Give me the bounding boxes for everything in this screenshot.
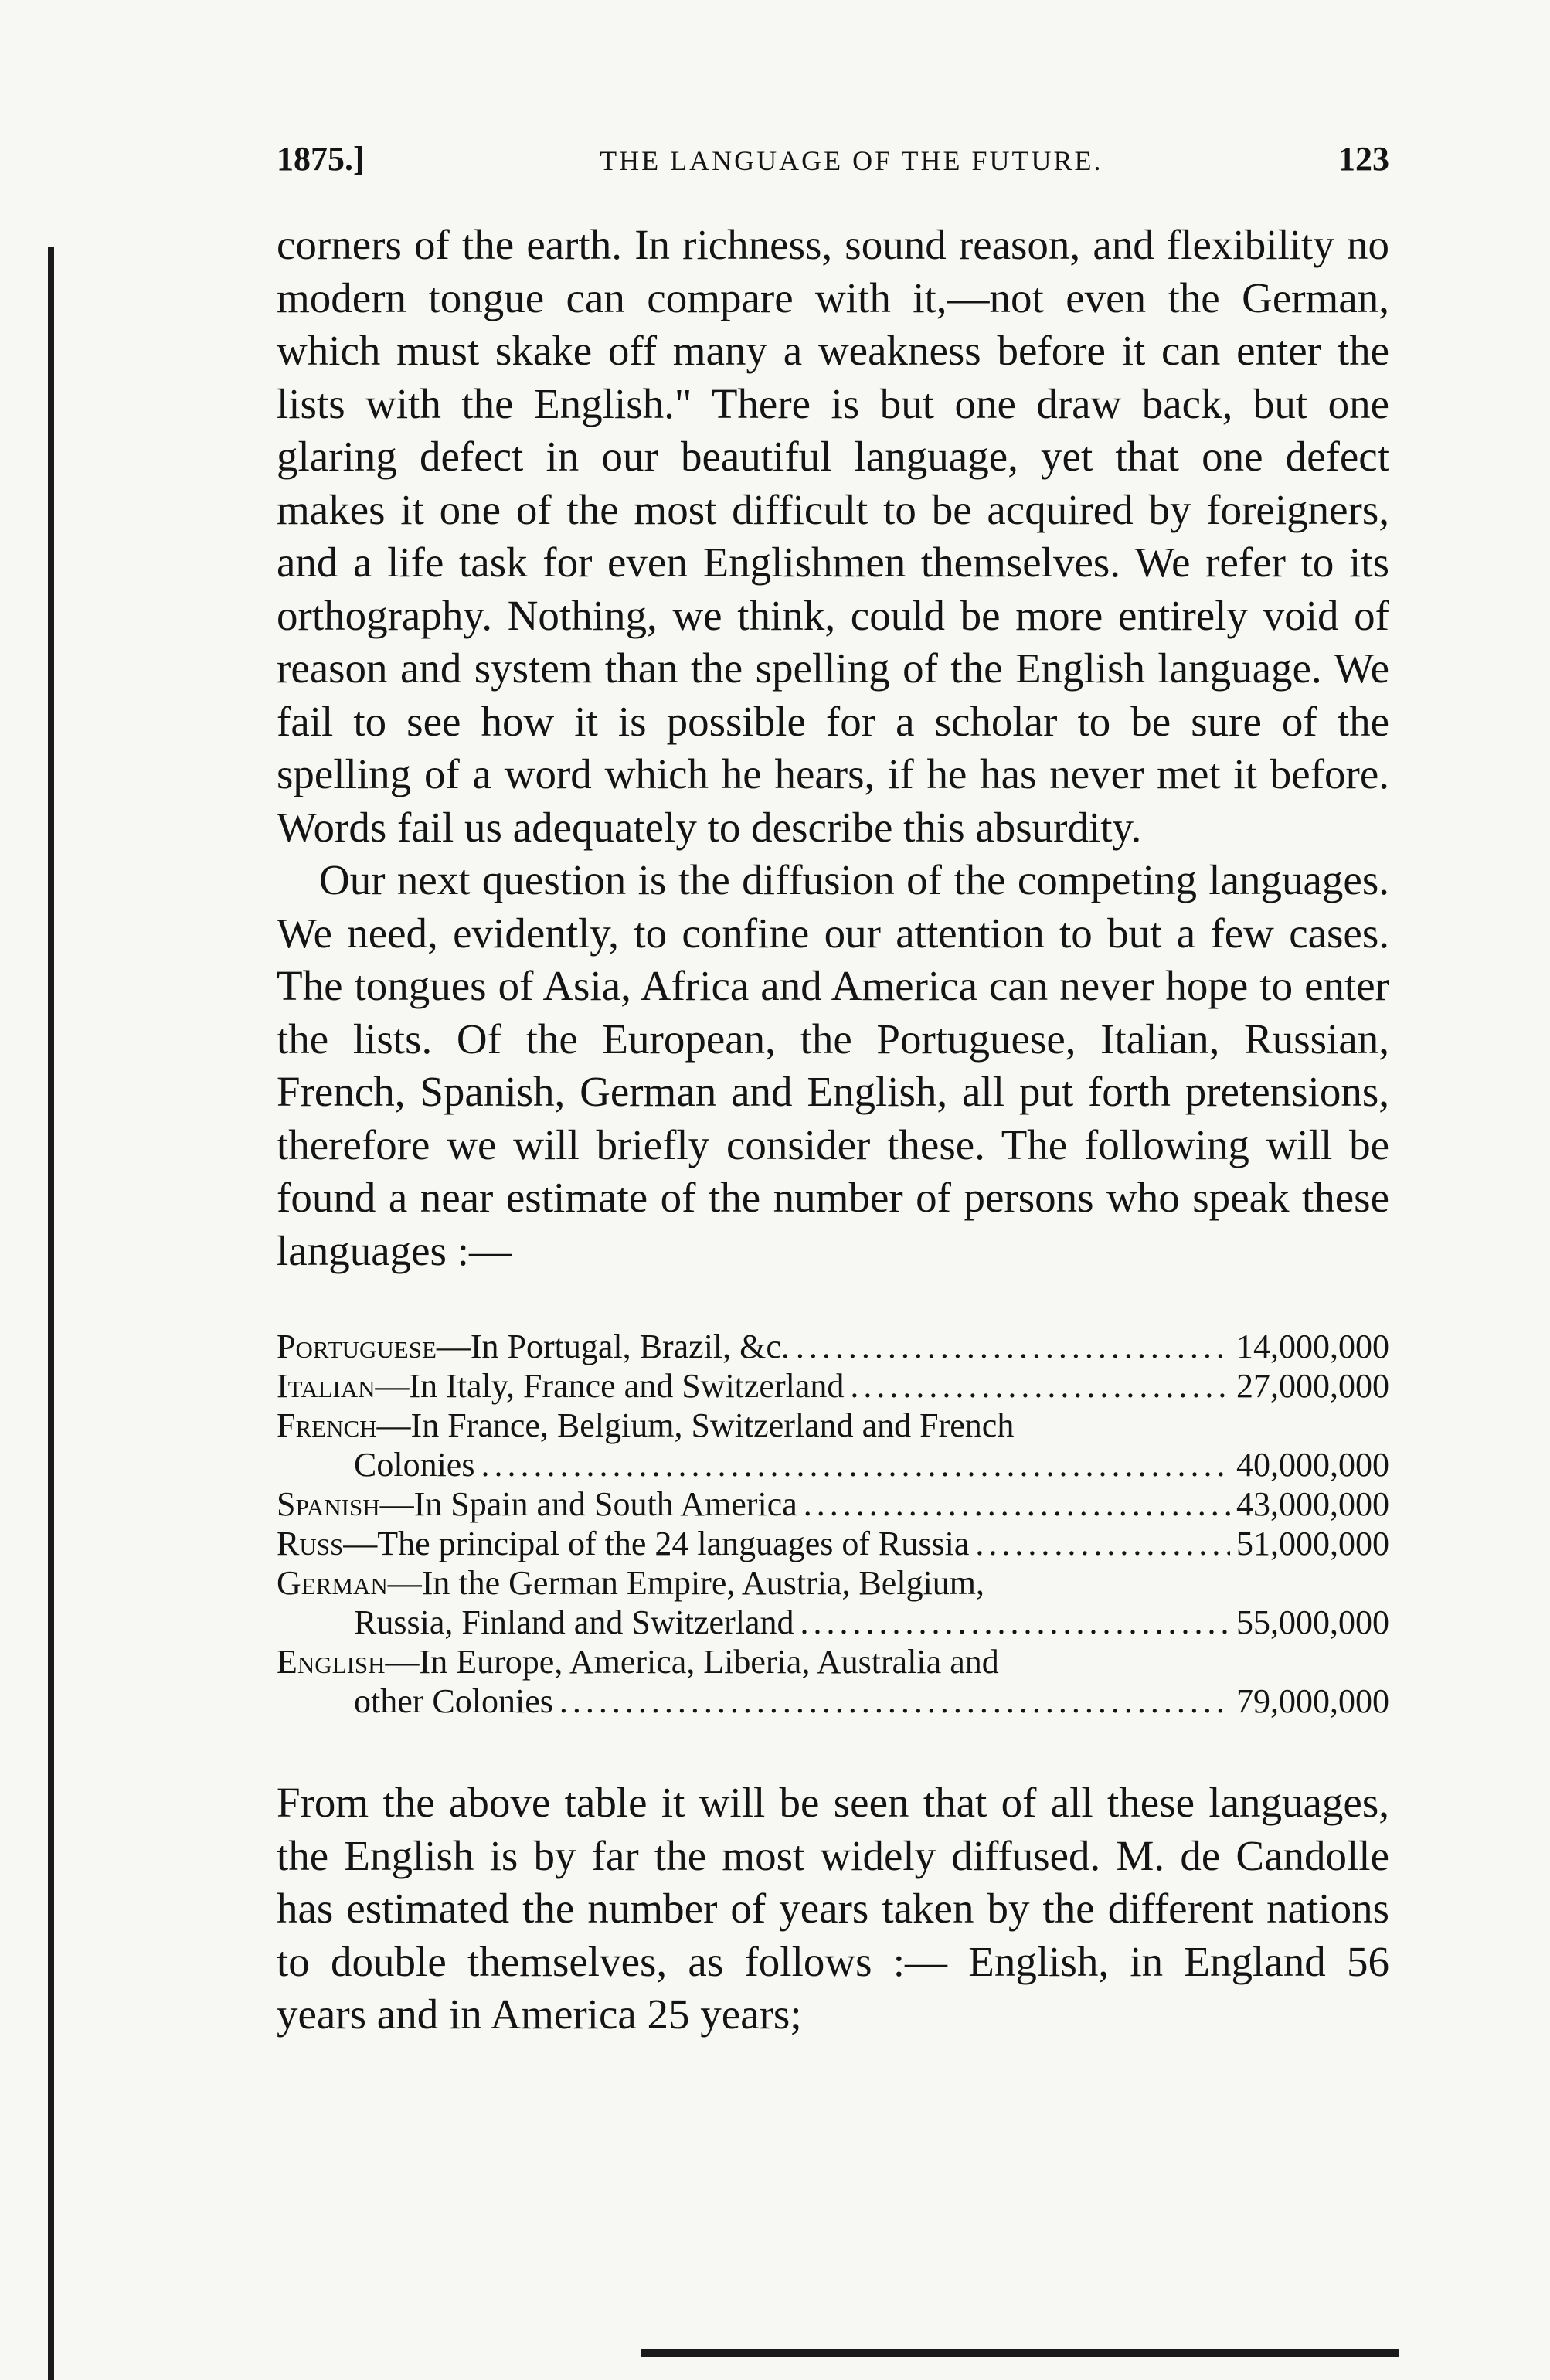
header-year: 1875.]	[277, 140, 365, 178]
leader-dots	[850, 1366, 1230, 1406]
table-row	[277, 1563, 1389, 1642]
paragraph-2: Our next question is the diffusion of the competing languages. We need, evidently, to confine our attention to but a few cases. The tongues of Asia, Africa and America can never hope to enter the lists. Of the European, the Portuguese, Italian, Russian, French, Spanish, German and English, all put forth pretensions, therefore we will briefly consider these. The following will be found a near estimate of the number of persons who speak these languages :—	[277, 856, 1389, 1274]
leader-dots	[804, 1484, 1230, 1524]
speaker-count: 79,000,000	[1236, 1682, 1389, 1720]
speaker-count: 14,000,000	[1236, 1328, 1389, 1365]
speaker-count: 27,000,000	[1236, 1367, 1389, 1405]
language-region-continued: other Colonies	[354, 1682, 553, 1720]
margin-rule	[48, 247, 54, 2380]
speaker-count: 55,000,000	[1236, 1603, 1389, 1641]
language-name: German	[277, 1564, 388, 1602]
language-name: French	[277, 1406, 377, 1444]
leader-dots	[975, 1524, 1230, 1563]
table-row	[277, 1406, 1389, 1484]
language-region: —In Italy, France and Switzerland	[375, 1367, 845, 1405]
table-row	[277, 1484, 1389, 1524]
language-region-continued: Russia, Finland and Switzerland	[354, 1603, 794, 1641]
running-head	[277, 139, 1389, 178]
leader-dots	[800, 1603, 1231, 1642]
leader-dots	[481, 1445, 1230, 1484]
language-name: Italian	[277, 1367, 376, 1405]
paragraph-1: corners of the earth. In richness, sound reason, and flexibility no modern tongue can compare with it,—not even the German, which must skake off many a weakness before it can enter the lists with the English." There is but one draw back, but one glaring defect in our beautiful language, yet that one defect makes it one of the most difficult to be acquired by foreigners, and a life task for even Englishmen themselves. We refer to its orthography. Nothing, we think, could be more entirely void of reason and system than the spelling of the English language. We fail to see how it is possible for a scholar to be sure of the spelling of a word which he hears, if he has never met it before. Words fail us adequately to describe this absurdity.	[277, 221, 1389, 851]
language-region: —The principal of the 24 languages of Russia	[343, 1525, 970, 1562]
language-region: —In France, Belgium, Switzerland and French	[376, 1406, 1015, 1444]
leader-dots	[796, 1327, 1230, 1366]
table-row	[277, 1642, 1389, 1721]
leader-dots	[559, 1681, 1230, 1721]
language-region-continued: Colonies	[354, 1446, 475, 1484]
speaker-count: 40,000,000	[1236, 1446, 1389, 1484]
table-row	[277, 1327, 1389, 1366]
language-name: Russ	[277, 1525, 344, 1562]
page-number: 123	[1338, 140, 1389, 178]
header-title: THE LANGUAGE OF THE FUTURE.	[600, 145, 1103, 176]
book-page	[277, 139, 1389, 2042]
language-region: —In Spain and South America	[379, 1485, 797, 1523]
speaker-count: 43,000,000	[1236, 1485, 1389, 1523]
language-table	[277, 1327, 1389, 1721]
language-region: —In Europe, America, Liberia, Australia and	[385, 1643, 999, 1681]
table-row	[277, 1366, 1389, 1406]
bottom-rule	[641, 2349, 1399, 2357]
language-name: English	[277, 1643, 386, 1681]
language-region: —In the German Empire, Austria, Belgium,	[387, 1564, 985, 1602]
language-name: Portuguese	[277, 1328, 437, 1365]
paragraph-3: From the above table it will be seen that of all these languages, the English is by far the most widely diffused. M. de Candolle has estimated the number of years taken by the different nations to double themselves, as follows :— English, in England 56 years and in America 25 years;	[277, 1779, 1389, 2038]
table-row	[277, 1524, 1389, 1563]
language-name: Spanish	[277, 1485, 380, 1523]
language-region: —In Portugal, Brazil, &c.	[436, 1328, 790, 1365]
speaker-count: 51,000,000	[1236, 1525, 1389, 1562]
